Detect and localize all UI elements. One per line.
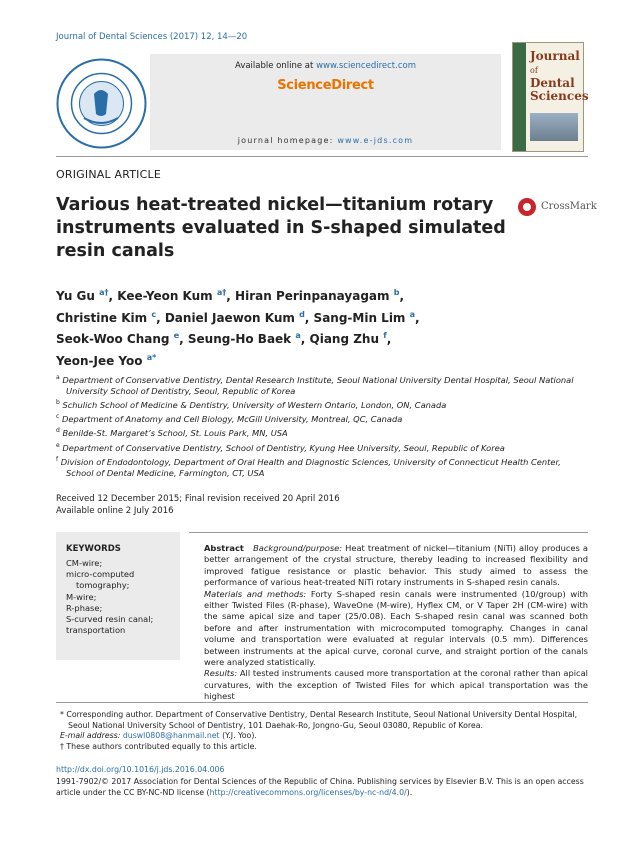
cover-title: Journal of Dental Sciences	[530, 49, 589, 103]
affiliations	[56, 372, 588, 479]
affiliation: $^d$ Benilde-St. Margaret’s School, St. Louis Park, MN, USA	[56, 427, 288, 439]
abstract-background: Abstract Background/purpose: Heat treatment of nickel—titanium (NiTi) alloy produces a better arrangement of the crystal structure, thereby leading to increased flexibility and improved fatigue resistance or plastic behavior. This study aimed to assess the performance of various heat-treated NiTi rotary instruments in S-shaped resin canals.	[204, 543, 588, 588]
corresponding-author-note: * Corresponding author. Department of Conservative Dentistry, Dental Research Institute, Seoul National University Dental Hospital, Seoul National University School of Dentistry, 101 Daehak-Ro, Jongno-Gu, Seoul 03080, Republic of Korea.	[60, 710, 578, 730]
keyword: micro-computed	[66, 569, 135, 580]
license-link[interactable]: http://creativecommons.org/licenses/by-nc-nd/4.0/	[209, 787, 407, 797]
available-online-date: Available online 2 July 2016	[56, 505, 174, 516]
affiliation: $^c$ Department of Anatomy and Cell Biology, McGill University, Montreal, QC, Canada	[56, 413, 403, 425]
author-list: Yu Gu $^{a\dagger}$, Kee-Yeon Kum $^{a\dagger}$, Hiran Perinpanayagam $^b$, Christine Kim $^c$, Daniel Jaewon Kum $^d$, Sang-Min Lim $^a$, Seok-Woo Chang $^e$, Seung-Ho Baek $^a$, Qiang Zhu $^f$, Yeon-Jee Yoo $^{a*}$	[56, 288, 420, 368]
abstract-divider	[189, 532, 588, 533]
sciencedirect-logo[interactable]: ScienceDirect	[277, 78, 374, 93]
abstract	[204, 543, 588, 703]
crossmark-label: CrossMark	[541, 201, 597, 212]
affiliation: $^f$ Division of Endodontology, Department of Oral Health and Diagnostic Sciences, University of Connecticut Health Center, School of Dental Medicine, Farmington, CT, USA	[56, 455, 561, 478]
cover-spine	[513, 43, 526, 151]
header-divider	[56, 156, 588, 157]
keyword: CM-wire;	[66, 558, 103, 568]
association-seal-logo	[54, 56, 149, 151]
keywords-list	[66, 558, 153, 636]
author[interactable]: Daniel Jaewon Kum $^d$	[164, 309, 305, 325]
doi-link[interactable]: http://dx.doi.org/10.1016/j.jds.2016.04.006	[56, 765, 225, 774]
footnote-divider	[56, 702, 588, 703]
author[interactable]: Sang-Min Lim $^a$	[313, 309, 416, 325]
journal-reference[interactable]: Journal of Dental Sciences (2017) 12, 14—20	[56, 32, 248, 42]
affiliation: $^e$ Department of Conservative Dentistry, School of Dentistry, Kyung Hee University, Seoul, Republic of Korea	[56, 441, 505, 453]
author[interactable]: Qiang Zhu $^f$	[309, 331, 387, 346]
keywords-title: KEYWORDS	[66, 544, 121, 554]
abstract-results: Results: All tested instruments caused more transportation at the coronal rather than apical curvatures, with the exception of Twisted Files for which apical transportation was the highest	[204, 668, 588, 702]
license-statement: 1991-7902/© 2017 Association for Dental Sciences of the Republic of China. Publishing services by Elsevier B.V. This is an open access article under the CC BY-NC-ND license (http://creativecommons.org/licenses/by-nc-nd/4.0/).	[56, 777, 584, 797]
author[interactable]: Hiran Perinpanayagam $^b$	[235, 288, 400, 303]
received-date: Received 12 December 2015; Final revision received 20 April 2016	[56, 494, 340, 504]
email-link[interactable]: duswl0808@hanmail.net	[122, 731, 220, 741]
author[interactable]: Kee-Yeon Kum $^{a\dagger}$	[117, 288, 227, 303]
cover-image	[530, 113, 578, 141]
author[interactable]: Yu Gu $^{a\dagger}$	[56, 288, 109, 303]
homepage-link[interactable]: www.e-jds.com	[337, 136, 414, 145]
affiliation: $^b$ Schulich School of Medicine & Dentistry, University of Western Ontario, London, ON, Canada	[56, 399, 447, 411]
author[interactable]: Christine Kim $^c$	[56, 309, 157, 325]
keyword: R-phase;	[66, 602, 103, 613]
equal-contribution-note: † These authors contributed equally to this article.	[60, 741, 257, 751]
article-type: ORIGINAL ARTICLE	[56, 168, 161, 181]
author[interactable]: Seung-Ho Baek $^a$	[187, 331, 301, 346]
keyword: tomography;	[76, 580, 130, 591]
keyword: S-curved resin canal;	[66, 614, 154, 625]
journal-cover-thumbnail[interactable]	[512, 42, 589, 152]
keyword: transportation	[66, 625, 126, 636]
article-history	[56, 494, 340, 517]
footnotes	[56, 710, 588, 752]
crossmark-icon	[518, 198, 536, 216]
keywords-panel	[56, 532, 180, 660]
abstract-methods: Materials and methods: Forty S-shaped resin canals were instrumented (10/group) with either Twisted Files (R-phase), WaveOne (M-wire), Hyflex CM, or V Taper 2H (CM-wire) with the same apical size and taper (25/0.08). Each S-shaped resin canal was scanned both before and after instrumentation with microcomputed tomography. Changes in canal volume and transportation were evaluated at regular intervals (0.5 mm). Differences between instruments at the apical curve, coronal curve, and straight portion of the canals were analyzed statistically.	[204, 588, 588, 668]
email-note: E-mail address: duswl0808@hanmail.net (Y.J. Yoo).	[60, 731, 257, 741]
keyword: M-wire;	[66, 591, 97, 602]
crossmark-badge[interactable]	[518, 198, 596, 218]
available-online: Available online at www.sciencedirect.com	[235, 61, 416, 71]
header-banner	[150, 54, 501, 150]
journal-homepage: journal homepage: www.e-jds.com	[237, 136, 414, 145]
author[interactable]: Yeon-Jee Yoo $^{a*}$	[56, 352, 157, 368]
affiliation: $^a$ Department of Conservative Dentistry, Dental Research Institute, Seoul National University Dental Hospital, Seoul National University School of Dentistry, Seoul, Republic of Korea	[56, 374, 574, 397]
author[interactable]: Seok-Woo Chang $^e$	[56, 331, 180, 346]
article-title: Various heat-treated nickel—titanium rotary instruments evaluated in S-shaped simulated resin canals	[56, 195, 506, 261]
sciencedirect-link[interactable]: www.sciencedirect.com	[316, 61, 416, 71]
